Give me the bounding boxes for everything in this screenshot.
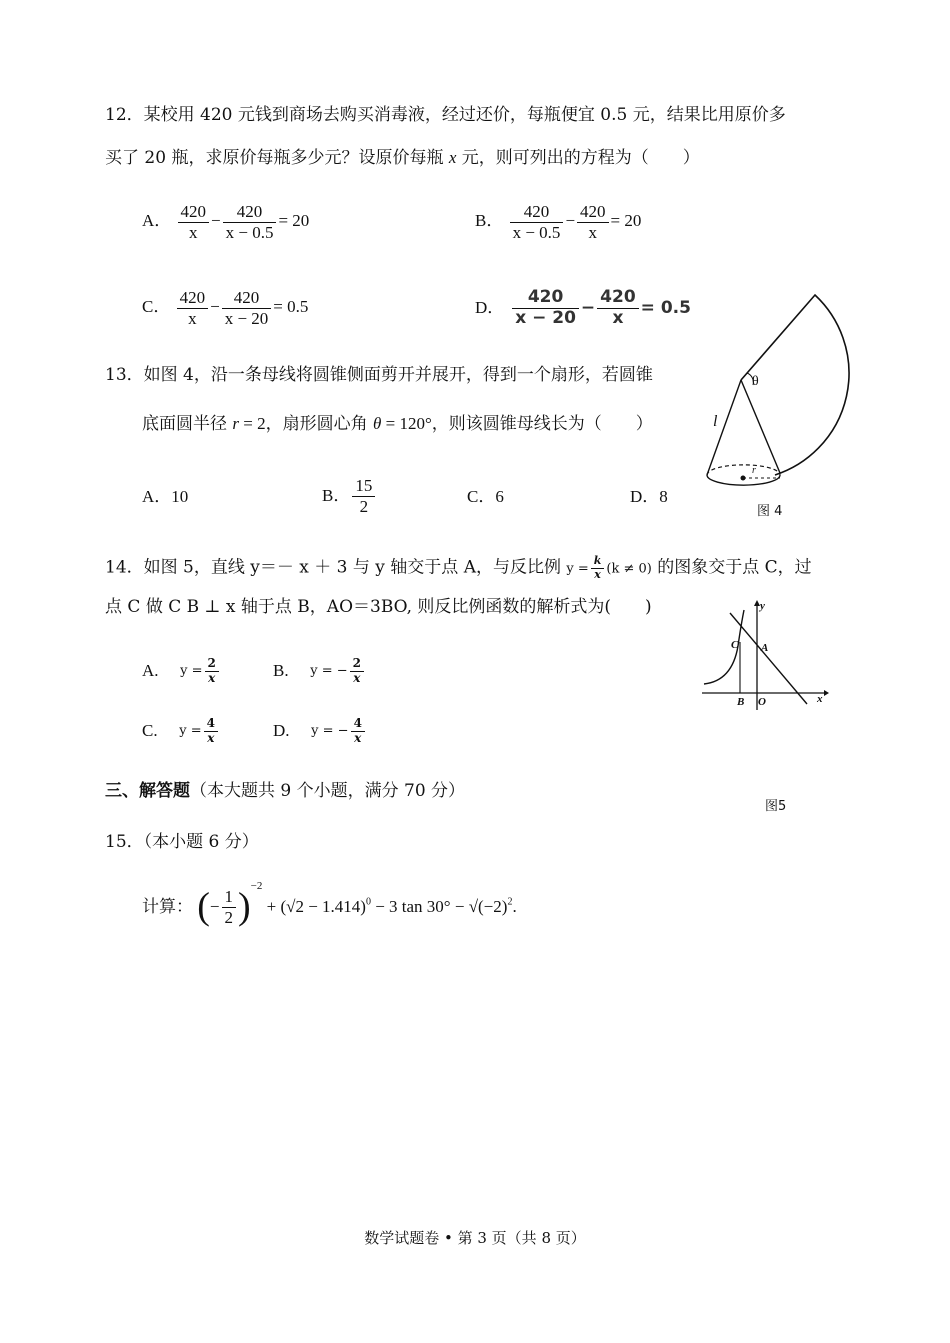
figure-4-cone-diagram	[695, 285, 875, 490]
q13-line-2	[142, 414, 653, 434]
numerator: 420	[177, 288, 209, 309]
prefix: y = −	[310, 663, 348, 679]
q14-k-over-x	[591, 555, 605, 581]
denominator: x	[594, 567, 601, 581]
numerator: 4	[351, 717, 365, 732]
cone-slant-right	[741, 380, 780, 473]
numerator: 420	[512, 288, 579, 309]
option-label: A．	[142, 210, 172, 230]
numerator: 420	[577, 202, 609, 223]
denominator: x	[207, 730, 215, 745]
section-note: （本大题共 9 个小题，满分 70 分）	[190, 781, 466, 801]
q14-text-a: 14．如图 5，直线 y＝－ x ＋ 3 与 y 轴交于点 A，与反比例	[105, 557, 567, 578]
q15-title: 15．（本小题 6 分）	[105, 832, 259, 852]
figure-5-label-c: C	[731, 639, 739, 651]
q13-option-c[interactable]: C．6	[467, 487, 504, 506]
numerator: 2	[350, 657, 364, 672]
q15-period: .	[512, 896, 517, 916]
q14-text-b: 的图象交于点 C，过	[651, 557, 812, 578]
denominator: x − 20	[515, 307, 576, 328]
base-center-dot	[741, 476, 746, 481]
denominator: x − 0.5	[225, 222, 274, 242]
fraction	[222, 288, 272, 328]
denominator: x	[588, 222, 598, 242]
q14-condition: (k ≠ 0)	[606, 561, 652, 577]
page-footer: 数学试题卷 • 第 3 页（共 8 页）	[364, 1229, 586, 1247]
q13-text-b: ，扇形圆心角	[265, 414, 374, 434]
q15-middle-term: + (√2 − 1.414)	[266, 896, 366, 916]
fraction	[512, 288, 579, 328]
option-label: B．	[322, 485, 351, 505]
q13-var-theta: θ	[373, 414, 382, 433]
q12-variable-x: x	[448, 148, 457, 167]
figure-5-label-o: O	[758, 696, 766, 708]
denominator: x	[189, 222, 198, 242]
q14-option-b[interactable]	[273, 657, 366, 686]
exponent-2: 0	[365, 896, 371, 908]
fraction	[351, 717, 365, 746]
denominator: x	[188, 308, 197, 328]
figure-4-caption: 图 4	[757, 504, 783, 519]
fraction	[177, 288, 209, 328]
numerator: 1	[222, 887, 237, 908]
denominator: x	[353, 670, 361, 685]
minus-sign: −	[209, 896, 220, 916]
option-label: B．	[475, 210, 504, 230]
q13-var-r: r	[232, 414, 240, 433]
q13-text-c: ，则该圆锥母线长为（ ）	[431, 414, 653, 434]
q15-expression	[142, 880, 517, 930]
q13-option-a[interactable]: A．10	[142, 487, 189, 506]
fraction	[178, 202, 210, 242]
q14-option-a[interactable]	[142, 657, 221, 686]
denominator: 2	[359, 496, 369, 516]
q12-option-a[interactable]: A． $\frac{420}{x}$ − $\frac{420}{x - 0.5}$ = 20	[142, 202, 310, 242]
prefix: y =	[179, 723, 202, 739]
fraction	[204, 717, 218, 746]
prefix: y =	[180, 663, 203, 679]
numerator: 420	[510, 202, 564, 223]
numerator: 15	[352, 476, 375, 497]
option-label: D.	[273, 721, 290, 741]
q13-line-1: 13．如图 4，沿一条母线将圆锥侧面剪开并展开，得到一个扇形，若圆锥	[105, 365, 653, 385]
half-fraction	[222, 887, 237, 927]
denominator: x − 20	[224, 308, 269, 328]
fraction	[577, 202, 609, 242]
option-label: C.	[142, 721, 158, 741]
prefix: y = −	[311, 723, 349, 739]
q12-line-2	[105, 148, 700, 168]
fraction	[205, 657, 219, 686]
fraction	[597, 288, 639, 328]
q13-text-a: 底面圆半径	[142, 414, 233, 434]
numerator: k	[591, 555, 605, 569]
numerator: 4	[204, 717, 218, 732]
section-3-heading	[105, 781, 465, 801]
q14-line-1	[105, 555, 812, 581]
x-axis-arrow	[824, 690, 829, 696]
exponent-3: 2	[507, 896, 513, 908]
q12-line-1: 12．某校用 420 元钱到商场去购买消毒液，经过还价，每瓶便宜 0.5 元，结果比用原价多	[105, 105, 786, 125]
fraction	[350, 657, 364, 686]
exponent-1: −2	[250, 880, 263, 892]
option-label: D．	[475, 298, 505, 318]
q15-tail-term: − 3 tan 30° − √(−2)	[370, 896, 508, 916]
q14-option-c[interactable]	[142, 717, 220, 746]
section-title: 三、解答题	[105, 781, 190, 801]
fraction	[352, 476, 375, 516]
denominator: x	[612, 307, 624, 328]
numerator: 420	[597, 288, 639, 309]
q12-line-2-text-a: 买了 20 瓶，求原价每瓶多少元？设原价每瓶	[105, 148, 449, 168]
q13-option-b[interactable]	[322, 476, 377, 516]
figure-5-label-x: x	[817, 693, 823, 705]
denominator: x	[208, 670, 216, 685]
paren-close: )	[238, 885, 251, 928]
q12-option-d[interactable]: D． $\frac{420}{x - 20}$ − $\frac{420}{x}$ = 0.5	[475, 287, 691, 328]
paren-open: (	[197, 885, 210, 928]
figure-4-label-r: r	[752, 465, 756, 476]
figure-5-label-a: A	[761, 642, 769, 654]
q12-option-c[interactable]: C． $\frac{420}{x}$ − $\frac{420}{x - 20}$ = 0.5	[142, 288, 309, 328]
q14-line-2: 点 C 做 C B ⊥ x 轴于点 B，AO＝3BO, 则反比例函数的解析式为( )	[105, 597, 652, 617]
option-label: A.	[142, 661, 159, 681]
rhs: = 20	[278, 210, 310, 230]
q14-y-eq: y =	[566, 561, 589, 577]
denominator: x − 0.5	[512, 222, 561, 242]
figure-5-label-y: y	[760, 600, 765, 612]
rhs: = 0.5	[640, 298, 691, 319]
denominator: 2	[224, 907, 233, 927]
base-back	[707, 465, 780, 475]
figure-4-label-theta: θ	[752, 374, 759, 389]
q13-r-value: = 2	[239, 414, 266, 433]
q15-prefix: 计算：	[142, 896, 193, 917]
fraction	[223, 202, 277, 242]
q13-theta-value: = 120°	[381, 414, 432, 433]
rhs: = 20	[610, 210, 642, 230]
q13-option-d[interactable]: D．8	[630, 487, 668, 506]
figure-5-caption: 图5	[765, 799, 787, 814]
q14-option-d[interactable]	[273, 717, 367, 746]
numerator: 420	[223, 202, 277, 223]
q12-line-2-text-b: 元，则可列出的方程为（ ）	[456, 148, 700, 168]
fraction	[510, 202, 564, 242]
numerator: 420	[222, 288, 272, 309]
numerator: 420	[178, 202, 210, 223]
figure-5-label-b: B	[737, 696, 745, 708]
option-label: C．	[142, 296, 171, 316]
q12-option-b[interactable]: B． $\frac{420}{x - 0.5}$ − $\frac{420}{x}$ = 20	[475, 202, 642, 242]
rhs: = 0.5	[273, 296, 309, 316]
option-label: B.	[273, 661, 289, 681]
denominator: x	[354, 730, 362, 745]
numerator: 2	[205, 657, 219, 672]
figure-4-label-l: l	[713, 413, 718, 430]
